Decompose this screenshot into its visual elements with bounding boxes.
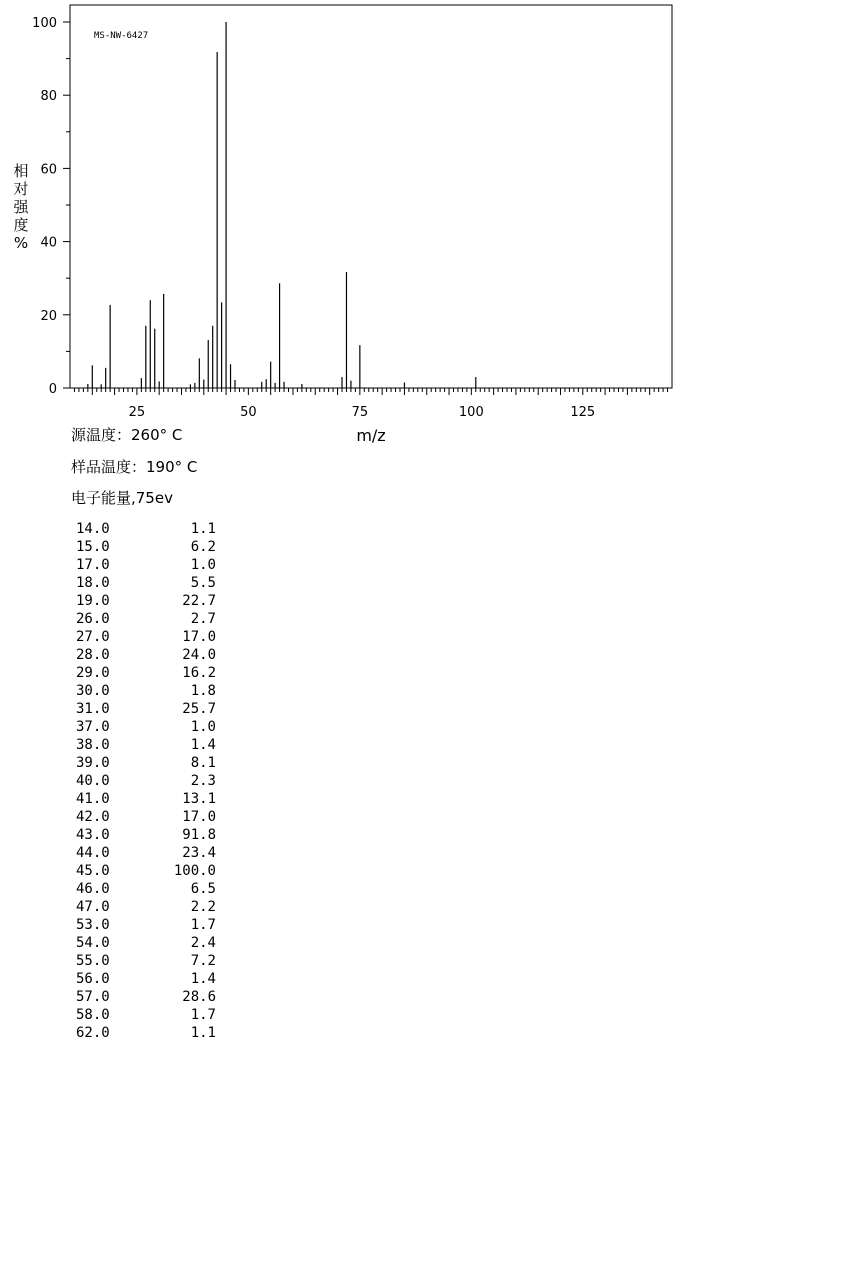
table-row — [76, 718, 216, 736]
peak-mz-value: 42.0 — [76, 809, 110, 825]
spectrum-code-label: MS-NW-6427 — [94, 31, 149, 41]
peak-mz-value: 39.0 — [76, 755, 110, 771]
peak-mz-value: 53.0 — [76, 917, 110, 933]
peak-intensity-value: 1.4 — [190, 971, 216, 987]
table-row — [76, 754, 216, 772]
peak-intensity-value: 1.8 — [190, 683, 216, 699]
peak-mz-value: 54.0 — [76, 935, 110, 951]
table-row — [76, 610, 216, 628]
peak-mz-value: 17.0 — [76, 557, 110, 573]
peak-intensity-value: 25.7 — [182, 701, 216, 717]
peak-mz-value: 47.0 — [76, 899, 110, 915]
source-temperature: 源温度：260° C — [71, 426, 183, 444]
x-tick-label: 25 — [128, 405, 146, 420]
peak-mz-value: 40.0 — [76, 773, 110, 789]
peak-intensity-value: 1.1 — [190, 1025, 216, 1041]
peak-intensity-value: 6.5 — [190, 881, 216, 897]
table-row — [76, 700, 216, 718]
y-tick-label: 20 — [40, 308, 57, 324]
peak-mz-value: 15.0 — [76, 539, 110, 555]
x-tick-label: 50 — [240, 405, 257, 420]
sample-temperature: 样品温度：190° C — [71, 458, 198, 476]
peak-mz-value: 27.0 — [76, 629, 110, 645]
peak-mz-value: 29.0 — [76, 665, 110, 681]
peak-mz-value: 62.0 — [76, 1025, 110, 1041]
peak-intensity-value: 2.2 — [190, 899, 216, 915]
table-row — [76, 592, 216, 610]
x-tick-label: 100 — [458, 405, 484, 420]
table-row — [76, 736, 216, 754]
table-row — [76, 520, 216, 538]
peak-intensity-value: 17.0 — [182, 629, 216, 645]
peak-mz-value: 57.0 — [76, 989, 110, 1005]
peak-intensity-value: 100.0 — [173, 863, 216, 879]
peak-mz-value: 45.0 — [76, 863, 110, 879]
table-row — [76, 934, 216, 952]
y-tick-label: 80 — [40, 89, 57, 105]
peak-intensity-value: 28.6 — [182, 989, 216, 1005]
y-tick-label: 60 — [40, 162, 57, 178]
peak-intensity-value: 2.3 — [190, 773, 216, 789]
table-row — [76, 808, 216, 826]
peak-intensity-value: 2.4 — [190, 935, 216, 951]
table-row — [76, 628, 216, 646]
y-label-char: 相 — [13, 162, 29, 180]
peak-mz-value: 44.0 — [76, 845, 110, 861]
y-tick-label: 100 — [32, 16, 57, 31]
table-row — [76, 790, 216, 808]
peak-mz-value: 14.0 — [76, 521, 110, 537]
y-axis-label — [13, 162, 29, 252]
table-row — [76, 862, 216, 880]
peak-intensity-value: 1.7 — [190, 1007, 216, 1023]
table-row — [76, 772, 216, 790]
table-row — [76, 898, 216, 916]
peak-mz-value: 46.0 — [76, 881, 110, 897]
y-label-char: 强 — [13, 198, 29, 216]
x-tick-label: 125 — [570, 405, 596, 420]
peak-table — [76, 520, 216, 1042]
table-row — [76, 988, 216, 1006]
table-row — [76, 556, 216, 574]
peak-intensity-value: 13.1 — [182, 791, 216, 807]
table-row — [76, 646, 216, 664]
peak-intensity-value: 1.4 — [190, 737, 216, 753]
table-row — [76, 826, 216, 844]
peak-intensity-value: 16.2 — [182, 665, 216, 681]
peak-intensity-value: 91.8 — [182, 827, 216, 843]
table-row — [76, 682, 216, 700]
x-tick-label: 75 — [351, 405, 369, 420]
peak-intensity-value: 7.2 — [190, 953, 216, 969]
peak-intensity-value: 1.7 — [190, 917, 216, 933]
table-row — [76, 916, 216, 934]
plot-frame — [70, 5, 672, 388]
peak-bars — [88, 22, 476, 388]
peak-mz-value: 18.0 — [76, 575, 110, 591]
y-axis-ticks — [32, 16, 70, 397]
table-row — [76, 538, 216, 556]
peak-intensity-value: 2.7 — [190, 611, 216, 627]
peak-mz-value: 28.0 — [76, 647, 110, 663]
peak-mz-value: 37.0 — [76, 719, 110, 735]
peak-intensity-value: 22.7 — [182, 593, 216, 609]
peak-intensity-value: 1.1 — [190, 521, 216, 537]
peak-mz-value: 55.0 — [76, 953, 110, 969]
x-axis-label: m/z — [356, 426, 386, 445]
y-label-char: 对 — [13, 180, 29, 198]
peak-intensity-value: 23.4 — [182, 845, 216, 861]
table-row — [76, 574, 216, 592]
peak-intensity-value: 8.1 — [190, 755, 216, 771]
table-row — [76, 664, 216, 682]
y-tick-label: 0 — [48, 382, 57, 397]
y-label-char: % — [13, 234, 29, 252]
peak-intensity-value: 17.0 — [182, 809, 216, 825]
table-row — [76, 970, 216, 988]
peak-intensity-value: 5.5 — [190, 575, 216, 591]
table-row — [76, 880, 216, 898]
electron-energy: 电子能量,75ev — [71, 489, 173, 507]
peak-mz-value: 30.0 — [76, 683, 110, 699]
peak-mz-value: 31.0 — [76, 701, 110, 717]
peak-intensity-value: 1.0 — [190, 557, 216, 573]
table-row — [76, 952, 216, 970]
peak-mz-value: 58.0 — [76, 1007, 110, 1023]
peak-mz-value: 41.0 — [76, 791, 110, 807]
peak-mz-value: 19.0 — [76, 593, 110, 609]
x-axis-ticks — [74, 388, 667, 420]
peak-mz-value: 56.0 — [76, 971, 110, 987]
table-row — [76, 844, 216, 862]
peak-mz-value: 43.0 — [76, 827, 110, 843]
peak-intensity-value: 1.0 — [190, 719, 216, 735]
table-row — [76, 1024, 216, 1042]
peak-intensity-value: 6.2 — [190, 539, 216, 555]
peak-mz-value: 38.0 — [76, 737, 110, 753]
mass-spectrum-chart — [0, 0, 850, 460]
y-label-char: 度 — [13, 216, 29, 234]
y-tick-label: 40 — [40, 235, 57, 251]
table-row — [76, 1006, 216, 1024]
peak-intensity-value: 24.0 — [182, 647, 216, 663]
peak-mz-value: 26.0 — [76, 611, 110, 627]
